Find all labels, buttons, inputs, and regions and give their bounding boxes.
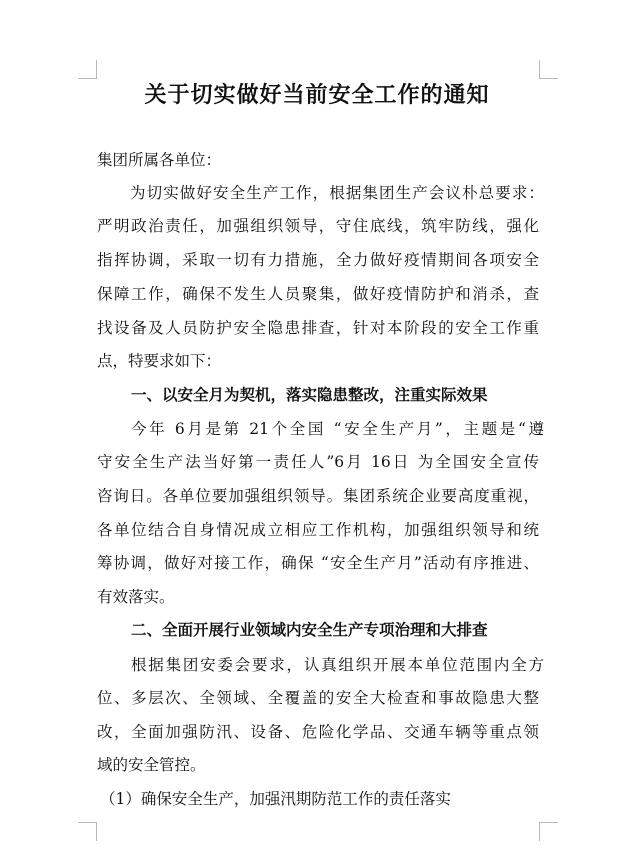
section-1-line: 守安全生产法当好第一责任人”6月 16日 为全国安全宣传 bbox=[97, 453, 539, 471]
section-1-line: 今年 6月是第 21个全国 “安全生产月”，主题是“遵 bbox=[131, 420, 544, 438]
subsection-1: （1）确保安全生产，加强汛期防范工作的责任落实 bbox=[100, 790, 451, 808]
section-1-line: 各单位结合自身情况成立相应工作机构，加强组织领导和统 bbox=[97, 521, 539, 539]
intro-line: 为切实做好安全生产工作，根据集团生产会议朴总要求： bbox=[130, 184, 544, 202]
section-1-heading: 一、以安全月为契机，落实隐患整改，注重实际效果 bbox=[131, 386, 488, 404]
document-title: 关于切实做好当前安全工作的通知 bbox=[144, 82, 490, 108]
crop-mark-bottom-right bbox=[539, 822, 558, 841]
section-1-line: 筹协调，做好对接工作，确保 “安全生产月”活动有序推进、 bbox=[97, 554, 539, 572]
section-2-line: 改，全面加强防汛、设备、危险化学品、交通车辆等重点领 bbox=[97, 723, 539, 741]
section-2-line: 根据集团安委会要求，认真组织开展本单位范围内全方 bbox=[131, 656, 544, 674]
intro-line: 保障工作，确保不发生人员聚集，做好疫情防护和消杀，查 bbox=[97, 285, 539, 303]
section-2-line: 域的安全管控。 bbox=[97, 756, 206, 774]
crop-mark-top-right bbox=[539, 60, 558, 79]
crop-mark-top-left bbox=[78, 60, 97, 79]
section-2-heading: 二、全面开展行业领域内安全生产专项治理和大排查 bbox=[131, 621, 488, 639]
section-1-line: 咨询日。各单位要加强组织领导。集团系统企业要高度重视， bbox=[97, 487, 539, 505]
section-1-line: 有效落实。 bbox=[97, 588, 175, 606]
crop-mark-bottom-left bbox=[78, 822, 97, 841]
section-2-line: 位、多层次、全领域、全覆盖的安全大检查和事故隐患大整 bbox=[97, 689, 539, 707]
intro-line: 指挥协调，采取一切有力措施，全力做好疫情期间各项安全 bbox=[97, 251, 539, 269]
intro-line: 严明政治责任，加强组织领导，守住底线，筑牢防线，强化 bbox=[97, 217, 539, 235]
intro-line: 找设备及人员防护安全隐患排查，针对本阶段的安全工作重 bbox=[97, 319, 539, 337]
intro-line: 点，特要求如下： bbox=[97, 352, 222, 370]
salutation: 集团所属各单位： bbox=[97, 151, 222, 169]
